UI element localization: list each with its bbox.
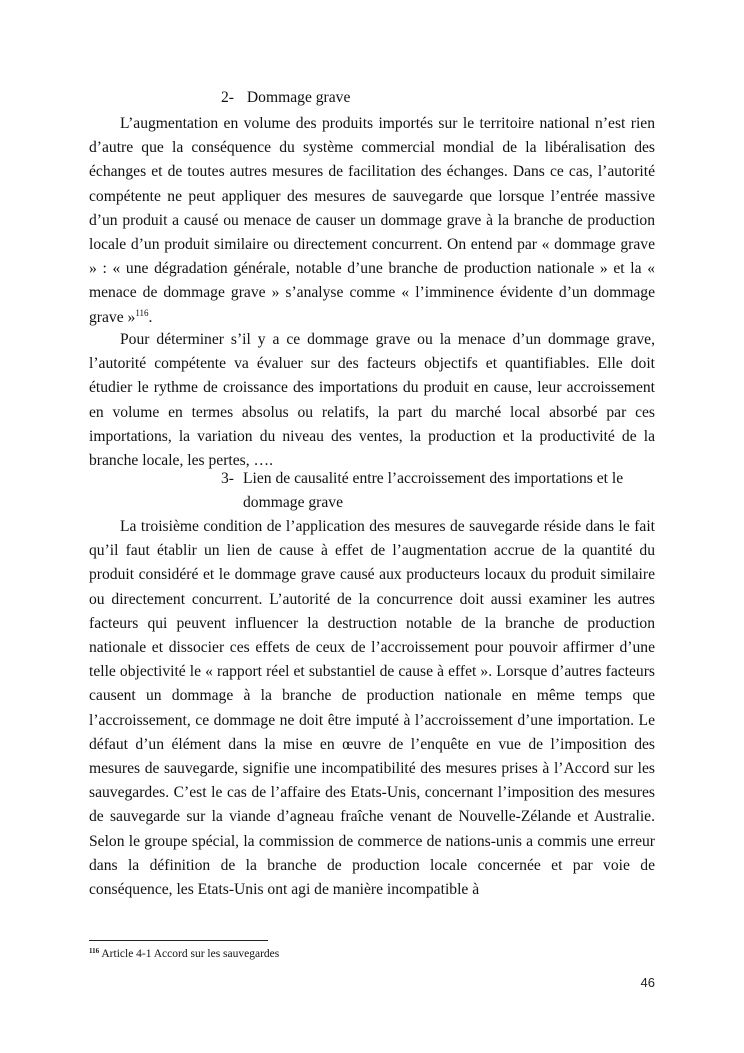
- page-number: 46: [640, 975, 655, 990]
- footnote: [89, 947, 279, 961]
- section-heading-dommage-grave: [221, 86, 350, 110]
- section-number: 2-: [221, 89, 234, 106]
- paragraph-troisieme-condition: [89, 515, 655, 902]
- section-title-line2: dommage grave: [243, 494, 344, 511]
- section-title: Dommage grave: [246, 89, 351, 106]
- section-title-line1: Lien de causalité entre l’accroissement des importations et le: [243, 470, 624, 487]
- footnote-separator: [89, 940, 268, 941]
- footnote-text: Article 4-1 Accord sur les sauvegardes: [101, 948, 280, 960]
- paragraph-text: Pour déterminer s’il y a ce dommage grave ou la menace d’un dommage grave, l’autorité compétente va évaluer sur des facteurs objectifs et quantifiables. Elle doit étudier le rythme de croissance des importations du produit en cause, leur accroissement en volume en termes absolus ou relatifs, la part du marché local absorbé par ces importations, la variation du niveau des ventes, la production et la productivité de la branche locale, les pertes, ….: [89, 331, 655, 470]
- footnote-number: 116: [89, 947, 100, 955]
- paragraph-augmentation: [89, 112, 655, 330]
- footnote-reference[interactable]: 116: [135, 307, 149, 318]
- paragraph-text: La troisième condition de l’application des mesures de sauvegarde réside dans le fait qu’il faut établir un lien de cause à effet de l’augmentation accrue de la quantité du produit considéré et le dommage grave causé aux producteurs locaux du produit similaire ou directement concurrent. L’autorité de la concurrence doit aussi examiner les autres facteurs qui peuvent influencer la destruction notable de la branche de production nationale et dissocier ces effets de ceux de l’accroissement pour pouvoir affirmer d’une telle objectivité le « rapport réel et substantiel de cause à effet ». Lorsque d’autres facteurs causent un dommage à la branche de production nationale en même temps que l’accroissement, ce dommage ne doit être imputé à l’accroissement d’une importation. Le défaut d’un élément dans la mise en œuvre de l’enquête en vue de l’imposition des mesures de sauvegarde, signifie une incompatibilité des mesures prises à l’Accord sur les sauvegardes. C’est le cas de l’affaire des Etats-Unis, concernant l’imposition des mesures de sauvegarde sur la viande d’agneau fraîche venant de Nouvelle-Zélande et Australie. Selon le groupe spécial, la commission de commerce de nations-unis a commis une erreur dans la définition de la branche de production locale concernée et par voie de conséquence, les Etats-Unis ont agi de manière incompatible à: [89, 518, 655, 899]
- section-number: 3-: [221, 470, 234, 487]
- paragraph-text: L’augmentation en volume des produits importés sur le territoire national n’est rien d’autre que la conséquence du système commercial mondial de la libéralisation des échanges et de toutes autres mesures de facilitation des échanges. Dans ce cas, l’autorité compétente ne peut appliquer des mesures de sauvegarde que lorsque l’entrée massive d’un produit a causé ou menace de causer un dommage grave à la branche de production locale d’un produit similaire ou directement concurrent. On entend par « dommage grave » : « une dégradation générale, notable d’une branche de production nationale » et la « menace de dommage grave » s’analyse comme « l’imminence évidente d’un dommage grave »: [89, 115, 655, 326]
- paragraph-determiner: [89, 328, 655, 473]
- section-heading-lien-causalite: [221, 467, 641, 515]
- paragraph-end: .: [148, 308, 153, 326]
